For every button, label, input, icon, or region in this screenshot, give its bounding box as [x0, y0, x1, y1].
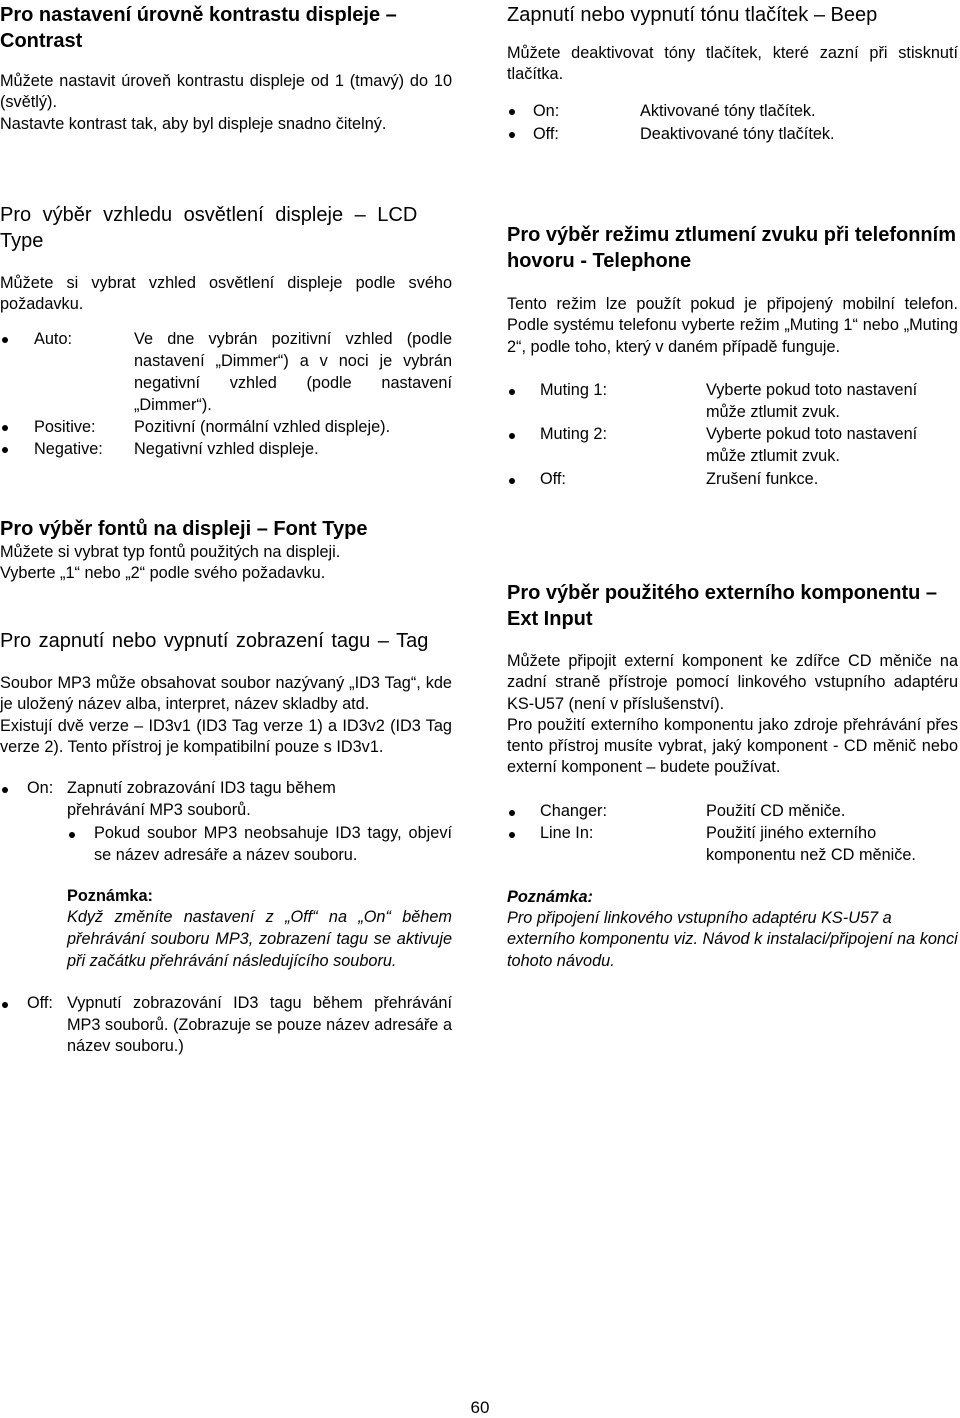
- beep-option-desc: Deaktivované tóny tlačítek.: [640, 124, 835, 143]
- telephone-options-list: [507, 380, 958, 491]
- lcd-options-list: [0, 328, 452, 460]
- font-text-1: Můžete si vybrat typ fontů použitých na displeji.: [0, 543, 341, 561]
- telephone-option-off: [507, 469, 958, 491]
- bullet-icon: [2, 425, 8, 431]
- tag-option-off: [0, 993, 452, 1058]
- bullet-icon: [2, 787, 8, 793]
- ext-option-desc: Použití jiného externího komponentu než CD měniče.: [706, 824, 916, 865]
- lcd-option-label: Positive:: [34, 417, 96, 436]
- contrast-heading: Pro nastavení úrovně kontrastu displeje – Contrast: [0, 4, 397, 52]
- beep-option-on: [507, 100, 958, 123]
- ext-input-section: [507, 580, 958, 972]
- lcd-option-label: Auto:: [34, 329, 73, 348]
- telephone-option-desc: Zrušení funkce.: [706, 469, 819, 488]
- beep-heading: Zapnutí nebo vypnutí tónu tlačítek – Beep: [507, 4, 878, 26]
- tag-sub-bullet: [67, 823, 452, 866]
- lcd-intro: Můžete si vybrat vzhled osvětlení displeje podle svého požadavku.: [0, 274, 452, 314]
- lcd-option-negative: [0, 438, 452, 460]
- ext-input-text-1: Můžete připojit externí komponent ke zdířce CD měniče na zadní straně přístroje pomocí linkového vstupního adaptéru KS-U57 (není v příslušenství).: [507, 652, 958, 713]
- ext-note-title: Poznámka:: [507, 887, 593, 906]
- tag-option-desc: Vypnutí zobrazování ID3 tagu během přehrávání MP3 souborů. (Zobrazuje se pouze název adresáře a název souboru.): [67, 994, 452, 1056]
- lcd-section: [0, 202, 452, 460]
- bullet-icon: [2, 1002, 8, 1008]
- lcd-option-desc: Negativní vzhled displeje.: [134, 439, 319, 458]
- bullet-icon: [69, 832, 75, 838]
- lcd-option-desc: Ve dne vybrán pozitivní vzhled (podle nastavení „Dimmer“) a v noci je vybrán negativní vzhled (podle nastavení „Dimmer“).: [134, 329, 452, 414]
- bullet-icon: [2, 447, 8, 453]
- telephone-option-muting1: [507, 380, 958, 423]
- ext-option-desc: Použití CD měniče.: [706, 801, 846, 820]
- bullet-icon: [509, 389, 515, 395]
- tag-option-desc: Zapnutí zobrazování ID3 tagu během přehrávání MP3 souborů.: [67, 779, 336, 819]
- tag-option-on: [0, 778, 452, 821]
- telephone-option-label: Muting 2:: [540, 425, 607, 444]
- ext-option-line-in: [507, 823, 958, 866]
- telephone-option-desc: Vyberte pokud toto nastavení může ztlumit zvuk.: [706, 425, 918, 465]
- font-heading: Pro výběr fontů na displeji – Font Type: [0, 518, 368, 540]
- ext-option-changer: [507, 801, 958, 823]
- beep-option-label: Off:: [533, 124, 559, 143]
- beep-option-label: On:: [533, 101, 560, 120]
- bullet-icon: [509, 109, 515, 115]
- contrast-text-2: Nastavte kontrast tak, aby byl displeje snadno čitelný.: [0, 114, 387, 133]
- telephone-intro: Tento režim lze použít pokud je připojený mobilní telefon. Podle systému telefonu vyberte režim „Muting 1“ nebo „Muting 2“, podle toho, který v daném případě funguje.: [507, 295, 958, 356]
- lcd-option-auto: [0, 328, 452, 416]
- ext-option-label: Changer:: [540, 801, 607, 820]
- tag-section: [0, 628, 452, 1058]
- tag-option-label: On:: [27, 779, 54, 798]
- contrast-section: [0, 2, 452, 135]
- bullet-icon: [509, 132, 515, 138]
- telephone-option-desc: Vyberte pokud toto nastavení může ztlumit zvuk.: [706, 380, 918, 421]
- ext-input-note: [507, 887, 958, 972]
- tag-note-title: Poznámka:: [67, 887, 153, 906]
- tag-text-2: Existují dvě verze – ID3v1 (ID3 Tag verze 1) a ID3v2 (ID3 Tag verze 2). Tento přístroj je kompatibilní pouze s ID3v1.: [0, 716, 452, 756]
- bullet-icon: [509, 832, 515, 838]
- bullet-icon: [509, 478, 515, 484]
- tag-sub-bullet-text: Pokud soubor MP3 neobsahuje ID3 tagy, objeví se název adresáře a název souboru.: [94, 824, 452, 864]
- ext-note-text: Pro připojení linkového vstupního adaptéru KS-U57 a externího komponentu viz. Návod k instalaci/připojení na konci tohoto návodu.: [507, 909, 958, 970]
- lcd-option-positive: [0, 416, 452, 438]
- beep-section: [507, 2, 958, 146]
- telephone-option-label: Muting 1:: [540, 380, 607, 399]
- telephone-heading: Pro výběr režimu ztlumení zvuku při telefonním hovoru - Telephone: [507, 224, 956, 272]
- bullet-icon: [509, 810, 515, 816]
- lcd-heading: Pro výběr vzhledu osvětlení displeje – LCD Type: [0, 204, 418, 252]
- lcd-option-label: Negative:: [34, 439, 103, 458]
- tag-note-text: Když změníte nastavení z „Off“ na „On“ během přehrávání souboru MP3, zobrazení tagu se aktivuje při začátku přehrávání následujícího souboru.: [67, 908, 452, 970]
- telephone-option-muting2: [507, 424, 958, 467]
- lcd-option-desc: Pozitivní (normální vzhled displeje).: [134, 417, 391, 436]
- tag-option-label: Off:: [27, 994, 53, 1013]
- telephone-section: [507, 222, 958, 490]
- beep-intro: Můžete deaktivovat tóny tlačítek, které zazní při stisknutí tlačítka.: [507, 44, 958, 84]
- tag-note: [67, 886, 452, 972]
- ext-option-label: Line In:: [540, 824, 594, 843]
- bullet-icon: [2, 337, 8, 343]
- page-number: 60: [470, 1398, 490, 1417]
- tag-heading: Pro zapnutí nebo vypnutí zobrazení tagu – Tag: [0, 630, 429, 652]
- ext-input-heading: Pro výběr použitého externího komponentu – Ext Input: [507, 582, 938, 630]
- ext-input-options-list: [507, 801, 958, 867]
- telephone-option-label: Off:: [540, 469, 566, 488]
- beep-option-off: [507, 123, 958, 146]
- beep-options-list: [507, 100, 958, 146]
- ext-input-text-2: Pro použití externího komponentu jako zdroje přehrávání přes tento přístroj musíte vybrat, jaký komponent - CD měnič nebo externí komponent – budete používat.: [507, 715, 958, 777]
- beep-option-desc: Aktivované tóny tlačítek.: [640, 101, 816, 120]
- tag-text-1: Soubor MP3 může obsahovat soubor nazývaný „ID3 Tag“, kde je uložený název alba, interpret, název skladby atd.: [0, 674, 452, 714]
- font-section: [0, 516, 452, 585]
- bullet-icon: [509, 433, 515, 439]
- contrast-text-1: Můžete nastavit úroveň kontrastu displeje od 1 (tmavý) do 10 (světlý).: [0, 72, 452, 112]
- font-text-2: Vyberte „1“ nebo „2“ podle svého požadavku.: [0, 564, 326, 583]
